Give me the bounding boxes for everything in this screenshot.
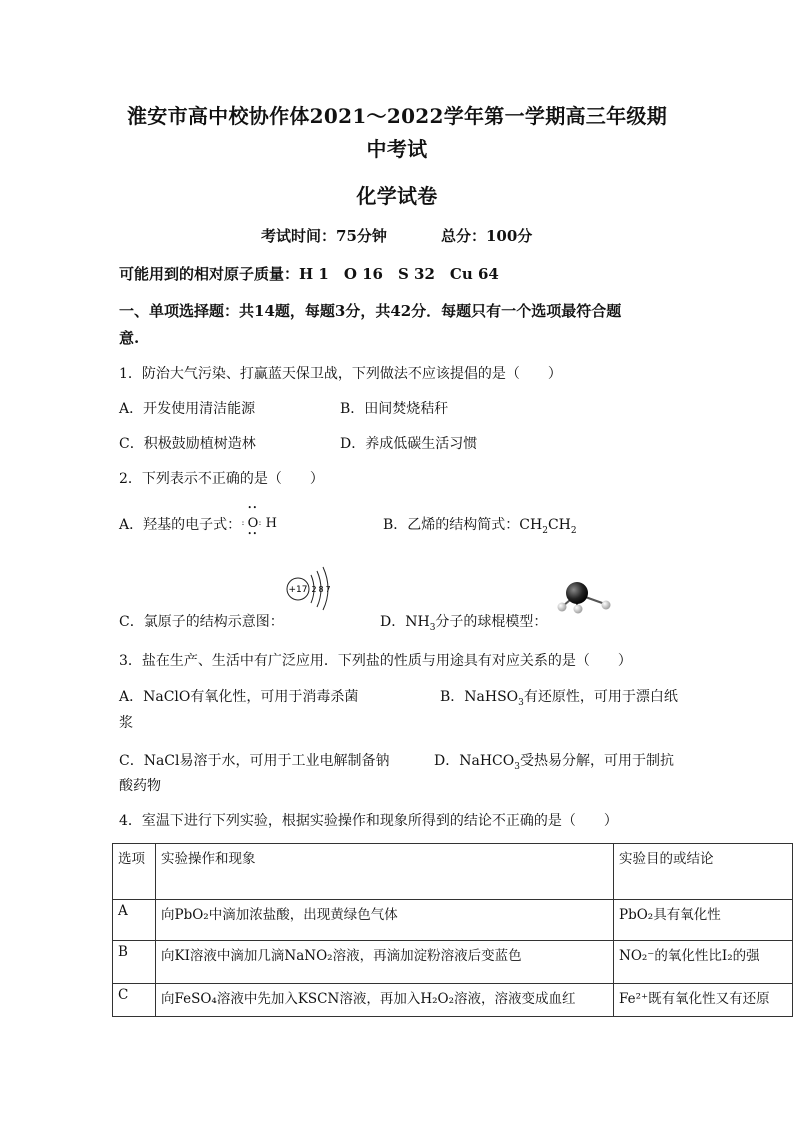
q2-option-a <box>119 504 284 538</box>
header-option: 选项 <box>113 844 156 900</box>
experiment-table <box>112 843 793 1017</box>
q1-option-b: B．田间焚烧秸秆 <box>340 401 449 417</box>
q3-option-d: D．NaHCO$_3$受热易分解，可用于制抗 <box>434 753 674 772</box>
shell-3-count: 7 <box>325 585 331 594</box>
question-2-stem: 2．下列表示不正确的是（ ） <box>119 471 324 487</box>
header-conclusion: 实验目的或结论 <box>614 844 793 900</box>
row-a-operation: 向PbO₂中滴加浓盐酸，出现黄绿色气体 <box>156 900 614 941</box>
q2-option-d-label: D．NH <box>380 614 430 630</box>
ammonia-ball-stick-model-icon <box>553 578 617 616</box>
hydroxyl-electron-formula: •• : O : •• H <box>241 504 277 538</box>
row-a-conclusion: PbO₂具有氧化性 <box>614 900 793 941</box>
q2-option-d-tail: 分子的球棍模型： <box>435 614 548 630</box>
section-heading: 一、单项选择题：共14题，每题3分，共42分．每题只有一个选项最符合题 <box>119 302 622 320</box>
exam-time: 考试时间：75分钟 <box>261 227 387 245</box>
atomic-mass-line: 可能用到的相对原子质量：H 1 O 16 S 32 Cu 64 <box>119 265 499 283</box>
q2-option-a-label: A．羟基的电子式： <box>119 517 242 533</box>
q3-option-b: B．NaHSO$_3$有还原性，可用于漂白纸 <box>440 689 678 708</box>
chlorine-atom-diagram-icon <box>284 563 342 611</box>
row-c-conclusion: Fe²⁺既有氧化性又有还原 <box>614 984 793 1017</box>
row-c-option: C <box>113 984 156 1017</box>
table-row <box>113 900 793 941</box>
row-b-conclusion: NO₂⁻的氧化性比I₂的强 <box>614 941 793 984</box>
q3-option-d-part2: 受热易分解，可用于制抗 <box>519 753 674 769</box>
row-b-option: B <box>113 941 156 984</box>
shell-2-count: 8 <box>318 585 324 594</box>
row-c-operation: 向FeSO₄溶液中先加入KSCN溶液，再加入H₂O₂溶液，溶液变成血红 <box>156 984 614 1017</box>
section-heading-cont: 意. <box>119 329 140 347</box>
table-header-row <box>113 844 793 900</box>
table-row <box>113 941 793 984</box>
q1-option-a: A．开发使用清洁能源 <box>119 401 256 417</box>
row-a-option: A <box>113 900 156 941</box>
question-1-stem: 1．防治大气污染、打赢蓝天保卫战，下列做法不应该提倡的是（ ） <box>119 366 562 382</box>
q3-option-d-part1: D．NaHCO <box>434 753 515 769</box>
q3-option-b-wrap: 浆 <box>119 715 133 731</box>
subject-title: 化学试卷 <box>356 184 438 208</box>
exam-title-line2: 中考试 <box>366 137 428 161</box>
q2-option-b-label: B．乙烯的结构简式： <box>383 517 520 533</box>
q3-option-d-wrap: 酸药物 <box>119 778 161 794</box>
q3-option-c: C．NaCl易溶于水，可用于工业电解制备钠 <box>119 753 390 769</box>
hydrogen-symbol: H <box>265 516 277 531</box>
exam-title-line1: 淮安市高中校协作体2021～2022学年第一学期高三年级期 <box>126 104 668 128</box>
question-4-stem: 4．室温下进行下列实验，根据实验操作和现象所得到的结论不正确的是（ ） <box>119 813 618 829</box>
question-3-stem: 3．盐在生产、生活中有广泛应用．下列盐的性质与用途具有对应关系的是（ ） <box>119 653 632 669</box>
q3-option-a: A．NaClO有氧化性，可用于消毒杀菌 <box>119 689 359 705</box>
q2-option-d: D．$NH_3$分子的球棍模型： <box>380 614 548 633</box>
header-operation: 实验操作和现象 <box>156 844 614 900</box>
q2-option-c: C．氯原子的结构示意图： <box>119 614 284 630</box>
q1-option-d: D．养成低碳生活习惯 <box>340 436 478 452</box>
q2-option-b: B．乙烯的结构简式：$CH_2CH_2$ <box>383 517 577 536</box>
exam-score: 总分：100分 <box>441 227 533 245</box>
q1-option-c: C．积极鼓励植树造林 <box>119 436 256 452</box>
shell-1-count: 2 <box>311 585 317 594</box>
q3-option-b-part1: B．NaHSO <box>440 689 519 705</box>
table-row <box>113 984 793 1017</box>
atom-nucleus-label: +17 <box>288 585 308 595</box>
row-b-operation: 向KI溶液中滴加几滴NaNO₂溶液，再滴加淀粉溶液后变蓝色 <box>156 941 614 984</box>
q3-option-b-part2: 有还原性，可用于漂白纸 <box>523 689 678 705</box>
